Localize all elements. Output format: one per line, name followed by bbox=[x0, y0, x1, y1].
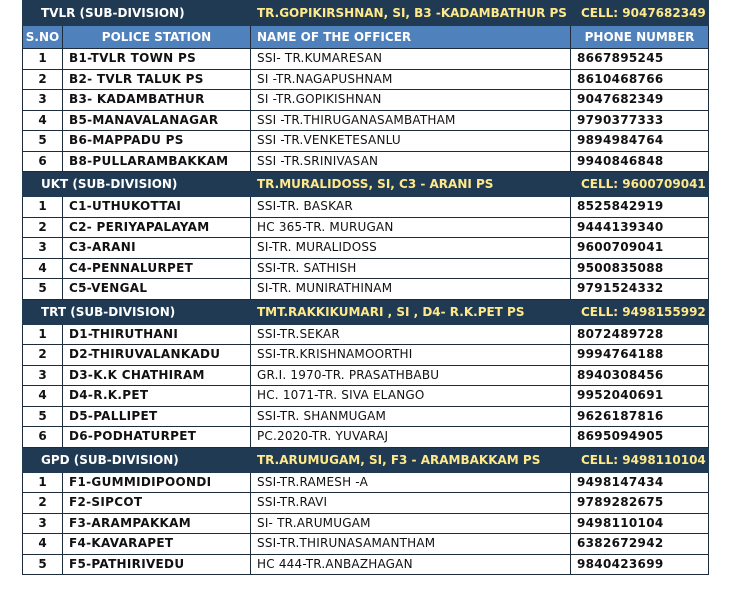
row-sno: 2 bbox=[23, 69, 63, 90]
row-sno: 3 bbox=[23, 90, 63, 111]
row-police-station: F4-KAVARAPET bbox=[63, 534, 251, 555]
row-phone-number: 9626187816 bbox=[571, 406, 709, 427]
row-police-station: D5-PALLIPET bbox=[63, 406, 251, 427]
row-officer-name: HC. 1071-TR. SIVA ELANGO bbox=[251, 386, 571, 407]
row-phone-number: 8667895245 bbox=[571, 49, 709, 70]
row-police-station: C1-UTHUKOTTAI bbox=[63, 197, 251, 218]
row-phone-number: 9444139340 bbox=[571, 217, 709, 238]
row-sno: 1 bbox=[23, 324, 63, 345]
subdivision-incharge: TR.ARUMUGAM, SI, F3 - ARAMBAKKAM PS bbox=[251, 447, 571, 472]
table-row bbox=[23, 493, 709, 514]
row-phone-number: 9994764188 bbox=[571, 345, 709, 366]
table-row bbox=[23, 197, 709, 218]
row-phone-number: 9894984764 bbox=[571, 131, 709, 152]
row-police-station: B6-MAPPADU PS bbox=[63, 131, 251, 152]
row-officer-name: SSI -TR.VENKETESANLU bbox=[251, 131, 571, 152]
subdivision-incharge: TMT.RAKKIKUMARI , SI , D4- R.K.PET PS bbox=[251, 299, 571, 324]
column-header-phone: PHONE NUMBER bbox=[571, 26, 709, 49]
row-sno: 2 bbox=[23, 217, 63, 238]
row-police-station: F2-SIPCOT bbox=[63, 493, 251, 514]
row-phone-number: 9600709041 bbox=[571, 238, 709, 259]
row-sno: 5 bbox=[23, 554, 63, 575]
row-officer-name: SI -TR.GOPIKISHNAN bbox=[251, 90, 571, 111]
row-sno: 3 bbox=[23, 513, 63, 534]
row-sno: 4 bbox=[23, 258, 63, 279]
row-police-station: B3- KADAMBATHUR bbox=[63, 90, 251, 111]
row-phone-number: 8695094905 bbox=[571, 427, 709, 448]
row-officer-name: SSI-TR. SHANMUGAM bbox=[251, 406, 571, 427]
row-officer-name: SSI-TR.THIRUNASAMANTHAM bbox=[251, 534, 571, 555]
table-row bbox=[23, 49, 709, 70]
row-phone-number: 8072489728 bbox=[571, 324, 709, 345]
table-row bbox=[23, 472, 709, 493]
subdivision-incharge: TR.MURALIDOSS, SI, C3 - ARANI PS bbox=[251, 172, 571, 197]
row-police-station: D6-PODHATURPET bbox=[63, 427, 251, 448]
row-officer-name: SSI-TR.RAVI bbox=[251, 493, 571, 514]
row-police-station: C4-PENNALURPET bbox=[63, 258, 251, 279]
row-police-station: F5-PATHIRIVEDU bbox=[63, 554, 251, 575]
table-row bbox=[23, 217, 709, 238]
row-police-station: F3-ARAMPAKKAM bbox=[63, 513, 251, 534]
subdivision-name: UKT (SUB-DIVISION) bbox=[23, 172, 251, 197]
table-row bbox=[23, 386, 709, 407]
row-officer-name: SI-TR. MUNIRATHINAM bbox=[251, 279, 571, 300]
row-phone-number: 9790377333 bbox=[571, 110, 709, 131]
subdivision-name: GPD (SUB-DIVISION) bbox=[23, 447, 251, 472]
subdivision-name: TRT (SUB-DIVISION) bbox=[23, 299, 251, 324]
row-police-station: C5-VENGAL bbox=[63, 279, 251, 300]
row-police-station: D3-K.K CHATHIRAM bbox=[63, 365, 251, 386]
officer-table-body bbox=[23, 1, 709, 575]
row-sno: 2 bbox=[23, 493, 63, 514]
row-phone-number: 8525842919 bbox=[571, 197, 709, 218]
row-police-station: D1-THIRUTHANI bbox=[63, 324, 251, 345]
subdivision-header-row bbox=[23, 1, 709, 26]
subdivision-cell: CELL: 9600709041 bbox=[571, 172, 709, 197]
row-officer-name: HC 365-TR. MURUGAN bbox=[251, 217, 571, 238]
table-row bbox=[23, 110, 709, 131]
row-police-station: B8-PULLARAMBAKKAM bbox=[63, 151, 251, 172]
subdivision-cell: CELL: 9498155992 bbox=[571, 299, 709, 324]
row-officer-name: SSI- TR.KUMARESAN bbox=[251, 49, 571, 70]
row-phone-number: 9047682349 bbox=[571, 90, 709, 111]
row-officer-name: SSI-TR.RAMESH -A bbox=[251, 472, 571, 493]
row-phone-number: 8940308456 bbox=[571, 365, 709, 386]
table-row bbox=[23, 345, 709, 366]
column-header-station: POLICE STATION bbox=[63, 26, 251, 49]
table-row bbox=[23, 258, 709, 279]
row-sno: 4 bbox=[23, 110, 63, 131]
row-officer-name: SSI-TR.SEKAR bbox=[251, 324, 571, 345]
row-officer-name: SSI-TR. SATHISH bbox=[251, 258, 571, 279]
row-officer-name: SSI -TR.THIRUGANASAMBATHAM bbox=[251, 110, 571, 131]
column-header-sno: S.NO bbox=[23, 26, 63, 49]
row-phone-number: 9498147434 bbox=[571, 472, 709, 493]
row-sno: 4 bbox=[23, 386, 63, 407]
row-sno: 2 bbox=[23, 345, 63, 366]
row-phone-number: 8610468766 bbox=[571, 69, 709, 90]
row-officer-name: SI-TR. MURALIDOSS bbox=[251, 238, 571, 259]
row-police-station: B1-TVLR TOWN PS bbox=[63, 49, 251, 70]
subdivision-incharge: TR.GOPIKIRSHNAN, SI, B3 -KADAMBATHUR PS bbox=[251, 1, 571, 26]
row-sno: 5 bbox=[23, 406, 63, 427]
row-officer-name: SI -TR.NAGAPUSHNAM bbox=[251, 69, 571, 90]
row-police-station: C2- PERIYAPALAYAM bbox=[63, 217, 251, 238]
row-phone-number: 9940846848 bbox=[571, 151, 709, 172]
row-sno: 6 bbox=[23, 427, 63, 448]
row-phone-number: 9789282675 bbox=[571, 493, 709, 514]
row-officer-name: SSI-TR.KRISHNAMOORTHI bbox=[251, 345, 571, 366]
subdivision-cell: CELL: 9498110104 bbox=[571, 447, 709, 472]
officer-table bbox=[22, 0, 709, 575]
subdivision-header-row bbox=[23, 172, 709, 197]
table-row bbox=[23, 406, 709, 427]
table-row bbox=[23, 69, 709, 90]
subdivision-name: TVLR (SUB-DIVISION) bbox=[23, 1, 251, 26]
row-sno: 3 bbox=[23, 365, 63, 386]
row-officer-name: SSI-TR. BASKAR bbox=[251, 197, 571, 218]
row-police-station: B5-MANAVALANAGAR bbox=[63, 110, 251, 131]
column-header-row bbox=[23, 26, 709, 49]
table-row bbox=[23, 151, 709, 172]
row-police-station: C3-ARANI bbox=[63, 238, 251, 259]
row-phone-number: 6382672942 bbox=[571, 534, 709, 555]
subdivision-header-row bbox=[23, 299, 709, 324]
table-row bbox=[23, 279, 709, 300]
row-phone-number: 9500835088 bbox=[571, 258, 709, 279]
row-sno: 3 bbox=[23, 238, 63, 259]
row-sno: 1 bbox=[23, 197, 63, 218]
table-row bbox=[23, 324, 709, 345]
row-phone-number: 9791524332 bbox=[571, 279, 709, 300]
row-officer-name: SSI -TR.SRINIVASAN bbox=[251, 151, 571, 172]
row-sno: 5 bbox=[23, 131, 63, 152]
row-phone-number: 9840423699 bbox=[571, 554, 709, 575]
row-officer-name: PC.2020-TR. YUVARAJ bbox=[251, 427, 571, 448]
table-row bbox=[23, 90, 709, 111]
subdivision-header-row bbox=[23, 447, 709, 472]
table-row bbox=[23, 131, 709, 152]
table-row bbox=[23, 365, 709, 386]
table-row bbox=[23, 238, 709, 259]
row-police-station: B2- TVLR TALUK PS bbox=[63, 69, 251, 90]
row-police-station: D2-THIRUVALANKADU bbox=[63, 345, 251, 366]
table-row bbox=[23, 534, 709, 555]
table-row bbox=[23, 427, 709, 448]
row-sno: 1 bbox=[23, 472, 63, 493]
row-police-station: F1-GUMMIDIPOONDI bbox=[63, 472, 251, 493]
row-police-station: D4-R.K.PET bbox=[63, 386, 251, 407]
table-row bbox=[23, 513, 709, 534]
row-sno: 6 bbox=[23, 151, 63, 172]
row-officer-name: SI- TR.ARUMUGAM bbox=[251, 513, 571, 534]
row-sno: 4 bbox=[23, 534, 63, 555]
subdivision-cell: CELL: 9047682349 bbox=[571, 1, 709, 26]
police-contact-sheet bbox=[22, 0, 708, 575]
row-sno: 1 bbox=[23, 49, 63, 70]
row-phone-number: 9952040691 bbox=[571, 386, 709, 407]
row-sno: 5 bbox=[23, 279, 63, 300]
row-phone-number: 9498110104 bbox=[571, 513, 709, 534]
row-officer-name: HC 444-TR.ANBAZHAGAN bbox=[251, 554, 571, 575]
row-officer-name: GR.I. 1970-TR. PRASATHBABU bbox=[251, 365, 571, 386]
column-header-officer: NAME OF THE OFFICER bbox=[251, 26, 571, 49]
table-row bbox=[23, 554, 709, 575]
